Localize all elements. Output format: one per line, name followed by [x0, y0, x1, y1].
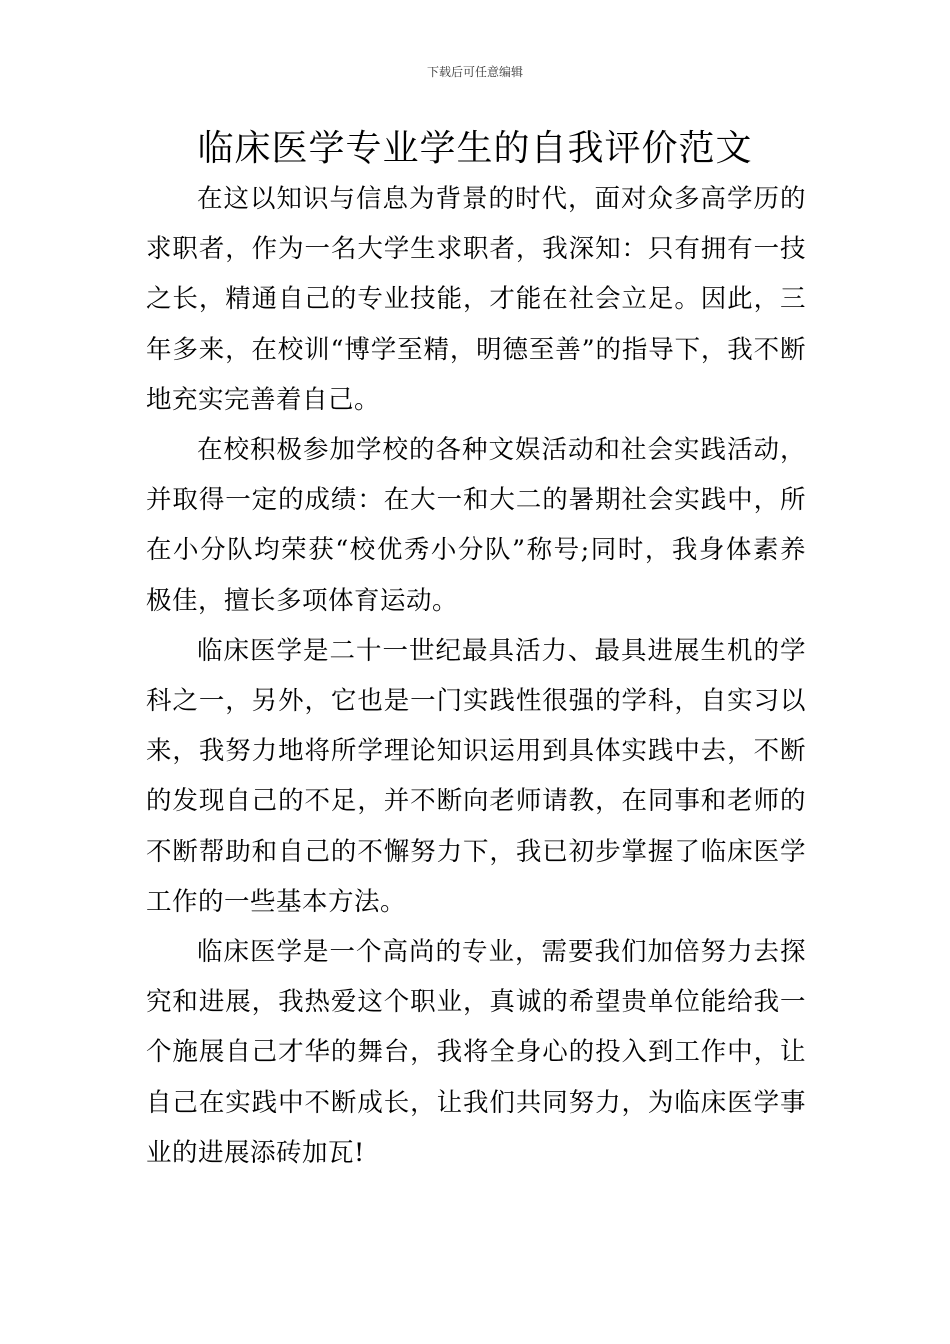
paragraph-4: 临床医学是一个高尚的专业，需要我们加倍努力去探究和进展，我热爱这个职业，真诚的希望贵单位能给我一个施展自己才华的舞台，我将全身心的投入到工作中，让自己在实践中不断成长，让我们共同努力，为临床医学事业的进展添砖加瓦! — [146, 937, 806, 1168]
paragraph-3: 临床医学是二十一世纪最具活力、最具进展生机的学科之一，另外，它也是一门实践性很强的学科，自实习以来，我努力地将所学理论知识运用到具体实践中去，不断的发现自己的不足，并不断向老师请教，在同事和老师的不断帮助和自己的不懈努力下，我已初步掌握了临床医学工作的一些基本方法。 — [146, 635, 806, 917]
document-title: 临床医学专业学生的自我评价范文 — [197, 128, 753, 169]
paragraph-2: 在校积极参加学校的各种文娱活动和社会实践活动，并取得一定的成绩：在大一和大二的暑期社会实践中，所在小分队均荣获“校优秀小分队”称号;同时，我身体素养极佳，擅长多项体育运动。 — [146, 435, 806, 616]
header-note: 下载后可任意编辑 — [426, 65, 523, 79]
paragraph-1: 在这以知识与信息为背景的时代，面对众多高学历的求职者，作为一名大学生求职者，我深知：只有拥有一技之长，精通自己的专业技能，才能在社会立足。因此，三年多来，在校训“博学至精，明德至善”的指导下，我不断地充实完善着自己。 — [146, 184, 806, 415]
document-body — [146, 174, 806, 1178]
